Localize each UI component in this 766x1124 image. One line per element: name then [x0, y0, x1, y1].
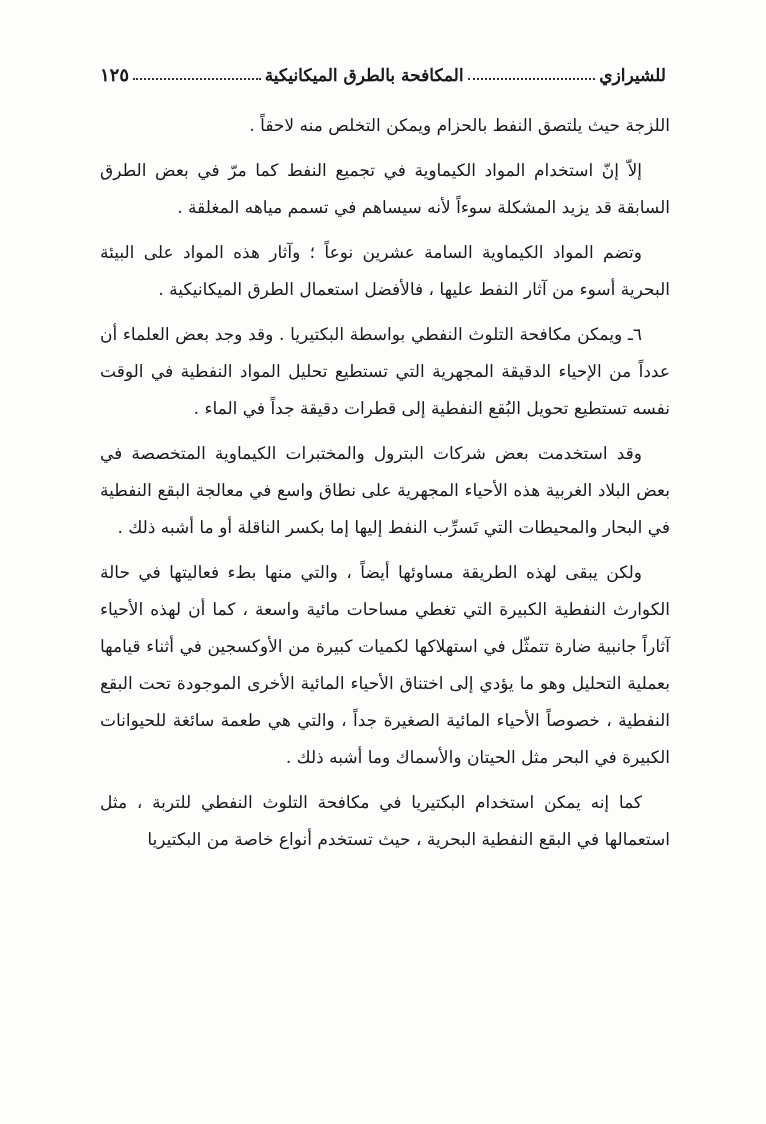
paragraph: إلاّ إنّ استخدام المواد الكيماوية في تجميع النفط كما مرّ في بعض الطرق السابقة قد يزيد المشكلة سوءاً لأنه سيساهم في تسمم مياهه المغلقة . [100, 161, 670, 218]
header-leader-dots [133, 78, 261, 80]
header-author: للشيرازي [599, 66, 666, 86]
paragraph: ٦ـ ويمكن مكافحة التلوث النفطي بواسطة البكتيريا . وقد وجد بعض العلماء أن عدداً من الإحياء الدقيقة المجهرية التي تستطيع تحليل المواد النفطية في الوقت نفسه تستطيع تحويل البُقع النفطية إلى قطرات دقيقة جداً في الماء . [100, 325, 670, 419]
paragraph: وتضم المواد الكيماوية السامة عشرين نوعاً ؛ وآثار هذه المواد على البيئة البحرية أسوء من آثار النفط عليها ، فالأفضل استعمال الطرق الميكانيكية . [100, 243, 670, 300]
paragraph: وقد استخدمت بعض شركات البترول والمختبرات الكيماوية المتخصصة في بعض البلاد الغربية هذه الأحياء المجهرية على نطاق واسع في معالجة البقع النفطية في البحار والمحيطات التي تَسرِّب النفط إليها إما بكسر الناقلة أو ما أشبه ذلك . [100, 444, 670, 538]
header-chapter-title: المكافحة بالطرق الميكانيكية [264, 66, 464, 86]
header-leader-dots [468, 78, 596, 80]
page-body [100, 108, 670, 859]
paragraph: اللزجة حيث يلتصق النفط بالحزام ويمكن التخلص منه لاحقاً . [249, 116, 670, 136]
page-number: ١٢٥ [100, 65, 129, 86]
paragraph: ولكن يبقى لهذه الطريقة مساوئها أيضاً ، والتي منها بطء فعاليتها في حالة الكوارث النفطية الكبيرة التي تغطي مساحات مائية واسعة ، كما أن لهذه الأحياء آثاراً جانبية ضارة تتمثّل في استهلاكها لكميات كبيرة من الأوكسجين في أثناء قيامها بعملية التحليل وهو ما يؤدي إلى اختناق الأحياء المائية الأخرى الموجودة تحت البقع النفطية ، خصوصاً الأحياء المائية الصغيرة جداً ، والتي هي طعمة سائغة للحيوانات الكبيرة في البحر مثل الحيتان والأسماك وما أشبه ذلك . [100, 563, 670, 768]
paragraph: كما إنه يمكن استخدام البكتيريا في مكافحة التلوث النفطي للتربة ، مثل استعمالها في البقع النفطية البحرية ، حيث تستخدم أنواع خاصة من البكتيريا [100, 793, 670, 850]
running-header [100, 52, 666, 86]
